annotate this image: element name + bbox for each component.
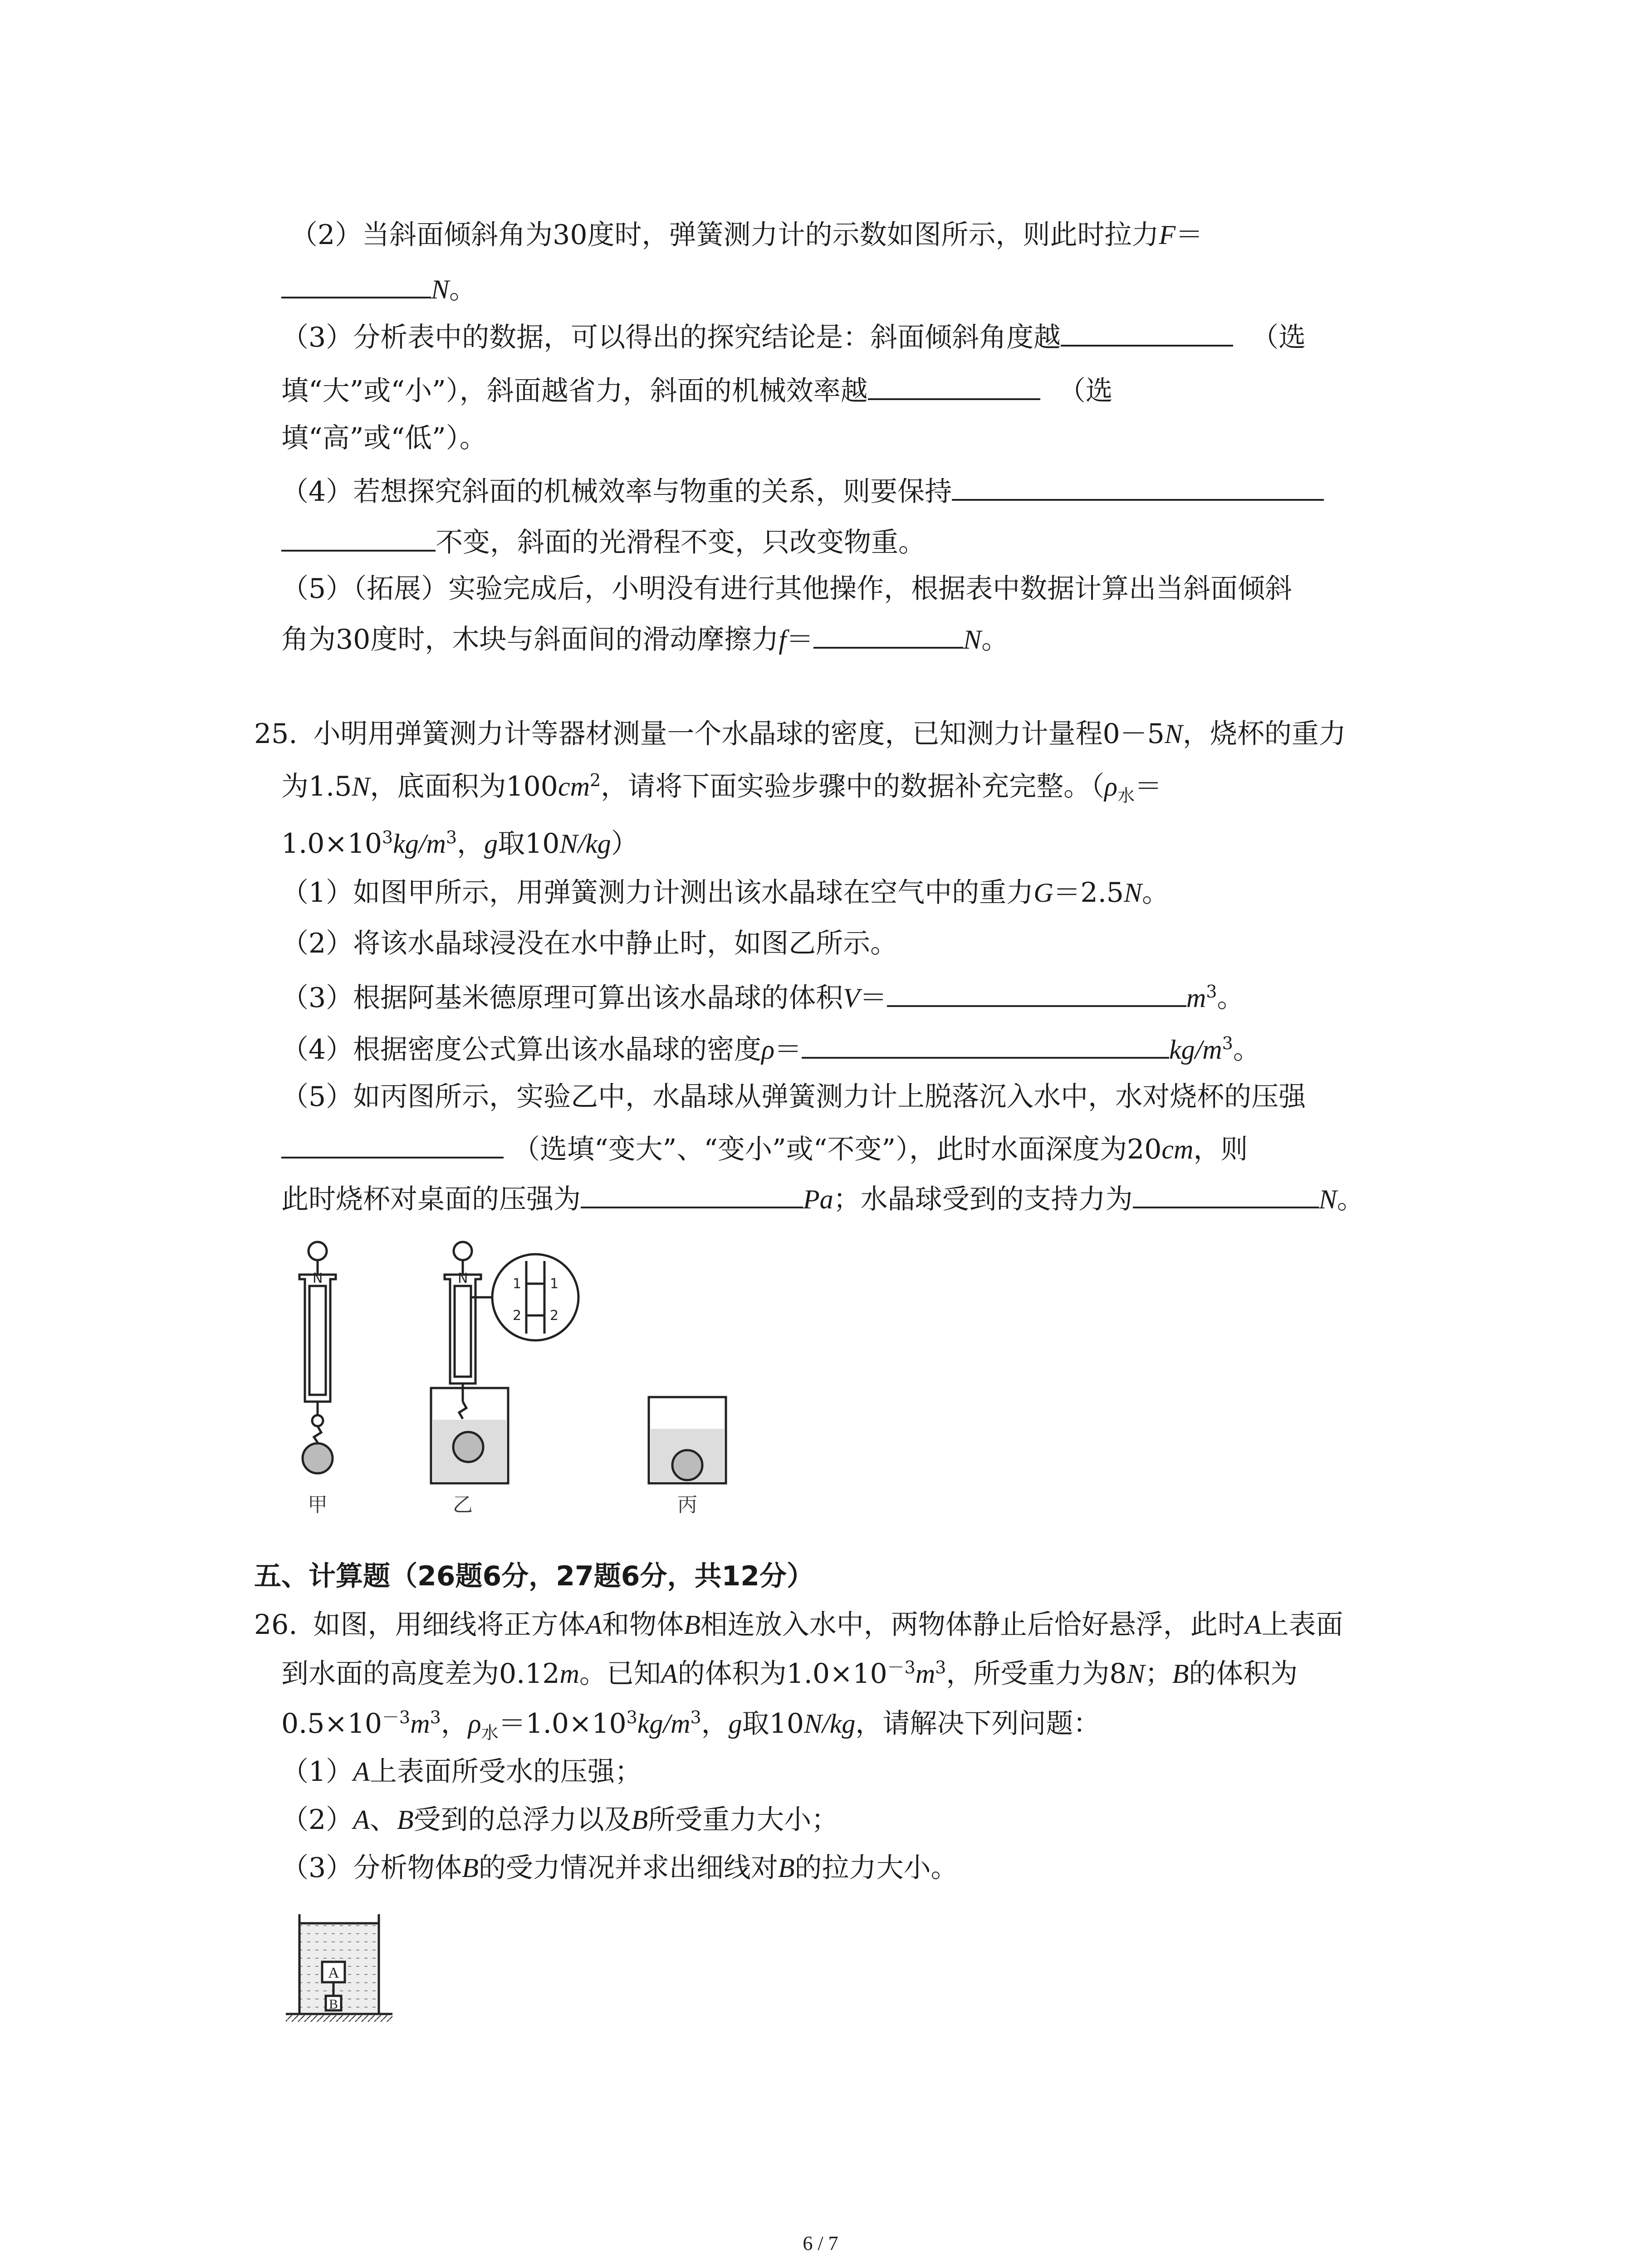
q24-part5-line2: 角为30度时，木块与斜面间的滑动摩擦力f＝ N。	[281, 620, 1009, 658]
scale-mark: 2	[513, 1308, 522, 1324]
answer-blank[interactable]	[887, 978, 1186, 1007]
figure-label-yi: 乙	[453, 1493, 473, 1516]
q25-step5-line1: （5）如丙图所示，实验乙中，水晶球从弹簧测力计上脱落沉入水中，水对烧杯的压强	[281, 1081, 1306, 1113]
q25-step2: （2）将该水晶球浸没在水中静止时，如图乙所示。	[281, 928, 898, 959]
container-figure	[281, 1905, 408, 2041]
answer-blank[interactable]	[581, 1179, 803, 1208]
page-number: 6 / 7	[803, 2232, 838, 2254]
answer-blank[interactable]	[813, 620, 963, 649]
scale-mark: N	[458, 1271, 468, 1286]
q24-part3-line3: 填“高”或“低”）。	[281, 422, 487, 454]
section-title: 五、计算题（26题6分，27题6分，共12分）	[254, 1560, 814, 1592]
answer-blank[interactable]	[802, 1030, 1169, 1059]
q24-part2-answer: N。	[281, 269, 476, 308]
q25-step4: （4）根据密度公式算出该水晶球的密度$\rho= kg/m^3$。	[281, 1030, 1260, 1068]
q26-sub2: （2）A、B受到的总浮力以及B所受重力大小；	[281, 1804, 839, 1836]
q25-line3: $1.0\times 10^3kg/m^3$，g取10N/kg）	[281, 827, 638, 860]
answer-blank[interactable]	[1061, 318, 1233, 347]
q24-part3-line2: 填“大”或“小”），斜面越省力，斜面的机械效率越 （选	[281, 371, 1113, 409]
q26-sub3: （3）分析物体B的受力情况并求出细线对B的拉力大小。	[281, 1852, 958, 1884]
q26-line2: 到水面的高度差为0.12m。已知A的体积为$1.0\times 10^{-3}m^3$，所受重力为8N；B的体积为	[281, 1657, 1298, 1690]
q25-step3: （3）根据阿基米德原理可算出该水晶球的体积$V= m^3$。	[281, 978, 1244, 1016]
answer-blank[interactable]	[1133, 1179, 1319, 1208]
q26-line1: 26. 如图，用细线将正方体A和物体B相连放入水中，两物体静止后恰好悬浮，此时A上表面	[254, 1609, 1343, 1641]
scale-mark: 1	[550, 1276, 559, 1292]
scale-mark: N	[313, 1271, 323, 1286]
q24-part4-line1: （4）若想探究斜面的机械效率与物重的关系，则要保持	[281, 472, 1324, 510]
spring-scale-figure	[272, 1234, 771, 1524]
q26-sub1: （1）A上表面所受水的压强；	[281, 1756, 642, 1788]
q25-step1: （1）如图甲所示，用弹簧测力计测出该水晶球在空气中的重力G＝2.5N。	[281, 877, 1169, 909]
q24-part2: （2）当斜面倾斜角为30度时，弹簧测力计的示数如图所示，则此时拉力F＝	[290, 219, 1203, 251]
q25-step5-line3: 此时烧杯对桌面的压强为 Pa；水晶球受到的支持力为 N。	[281, 1179, 1364, 1217]
answer-blank[interactable]	[281, 1129, 504, 1158]
q24-part4-line2: 不变，斜面的光滑程不变，只改变物重。	[281, 523, 926, 561]
q24-part3-line1: （3）分析表中的数据，可以得出的探究结论是：斜面倾斜角度越 （选	[281, 318, 1306, 356]
scale-mark: 1	[513, 1276, 522, 1292]
q25-step5-line2: （选填“变大”、“变小”或“不变”），此时水面深度为20cm，则	[281, 1129, 1248, 1168]
answer-blank[interactable]	[868, 371, 1040, 400]
block-a-label: A	[328, 1965, 339, 1981]
block-b-label: B	[329, 1997, 338, 2012]
q25-line2: 为1.5N，底面积为$100cm^2$，请将下面实验步骤中的数据补充完整。（$\rho_水=$	[281, 770, 1162, 806]
answer-blank[interactable]	[952, 472, 1324, 501]
q24-part5-line1: （5）（拓展）实验完成后，小明没有进行其他操作，根据表中数据计算出当斜面倾斜	[281, 573, 1293, 605]
q26-line3: $0.5\times 10^{-3}m^3$，$\rho_水=1.0\times 10^3kg/m^3$，g取10N/kg，请解决下列问题：	[281, 1707, 1101, 1743]
scale-mark: 2	[550, 1308, 559, 1324]
answer-blank[interactable]	[281, 269, 431, 298]
beaker-bing	[649, 1397, 726, 1483]
answer-blank[interactable]	[281, 523, 436, 552]
q25-line1: 25. 小明用弹簧测力计等器材测量一个水晶球的密度，已知测力计量程0－5N，烧杯的重力	[254, 718, 1346, 750]
figure-label-bing: 丙	[677, 1493, 697, 1516]
figure-label-jia: 甲	[308, 1493, 328, 1516]
